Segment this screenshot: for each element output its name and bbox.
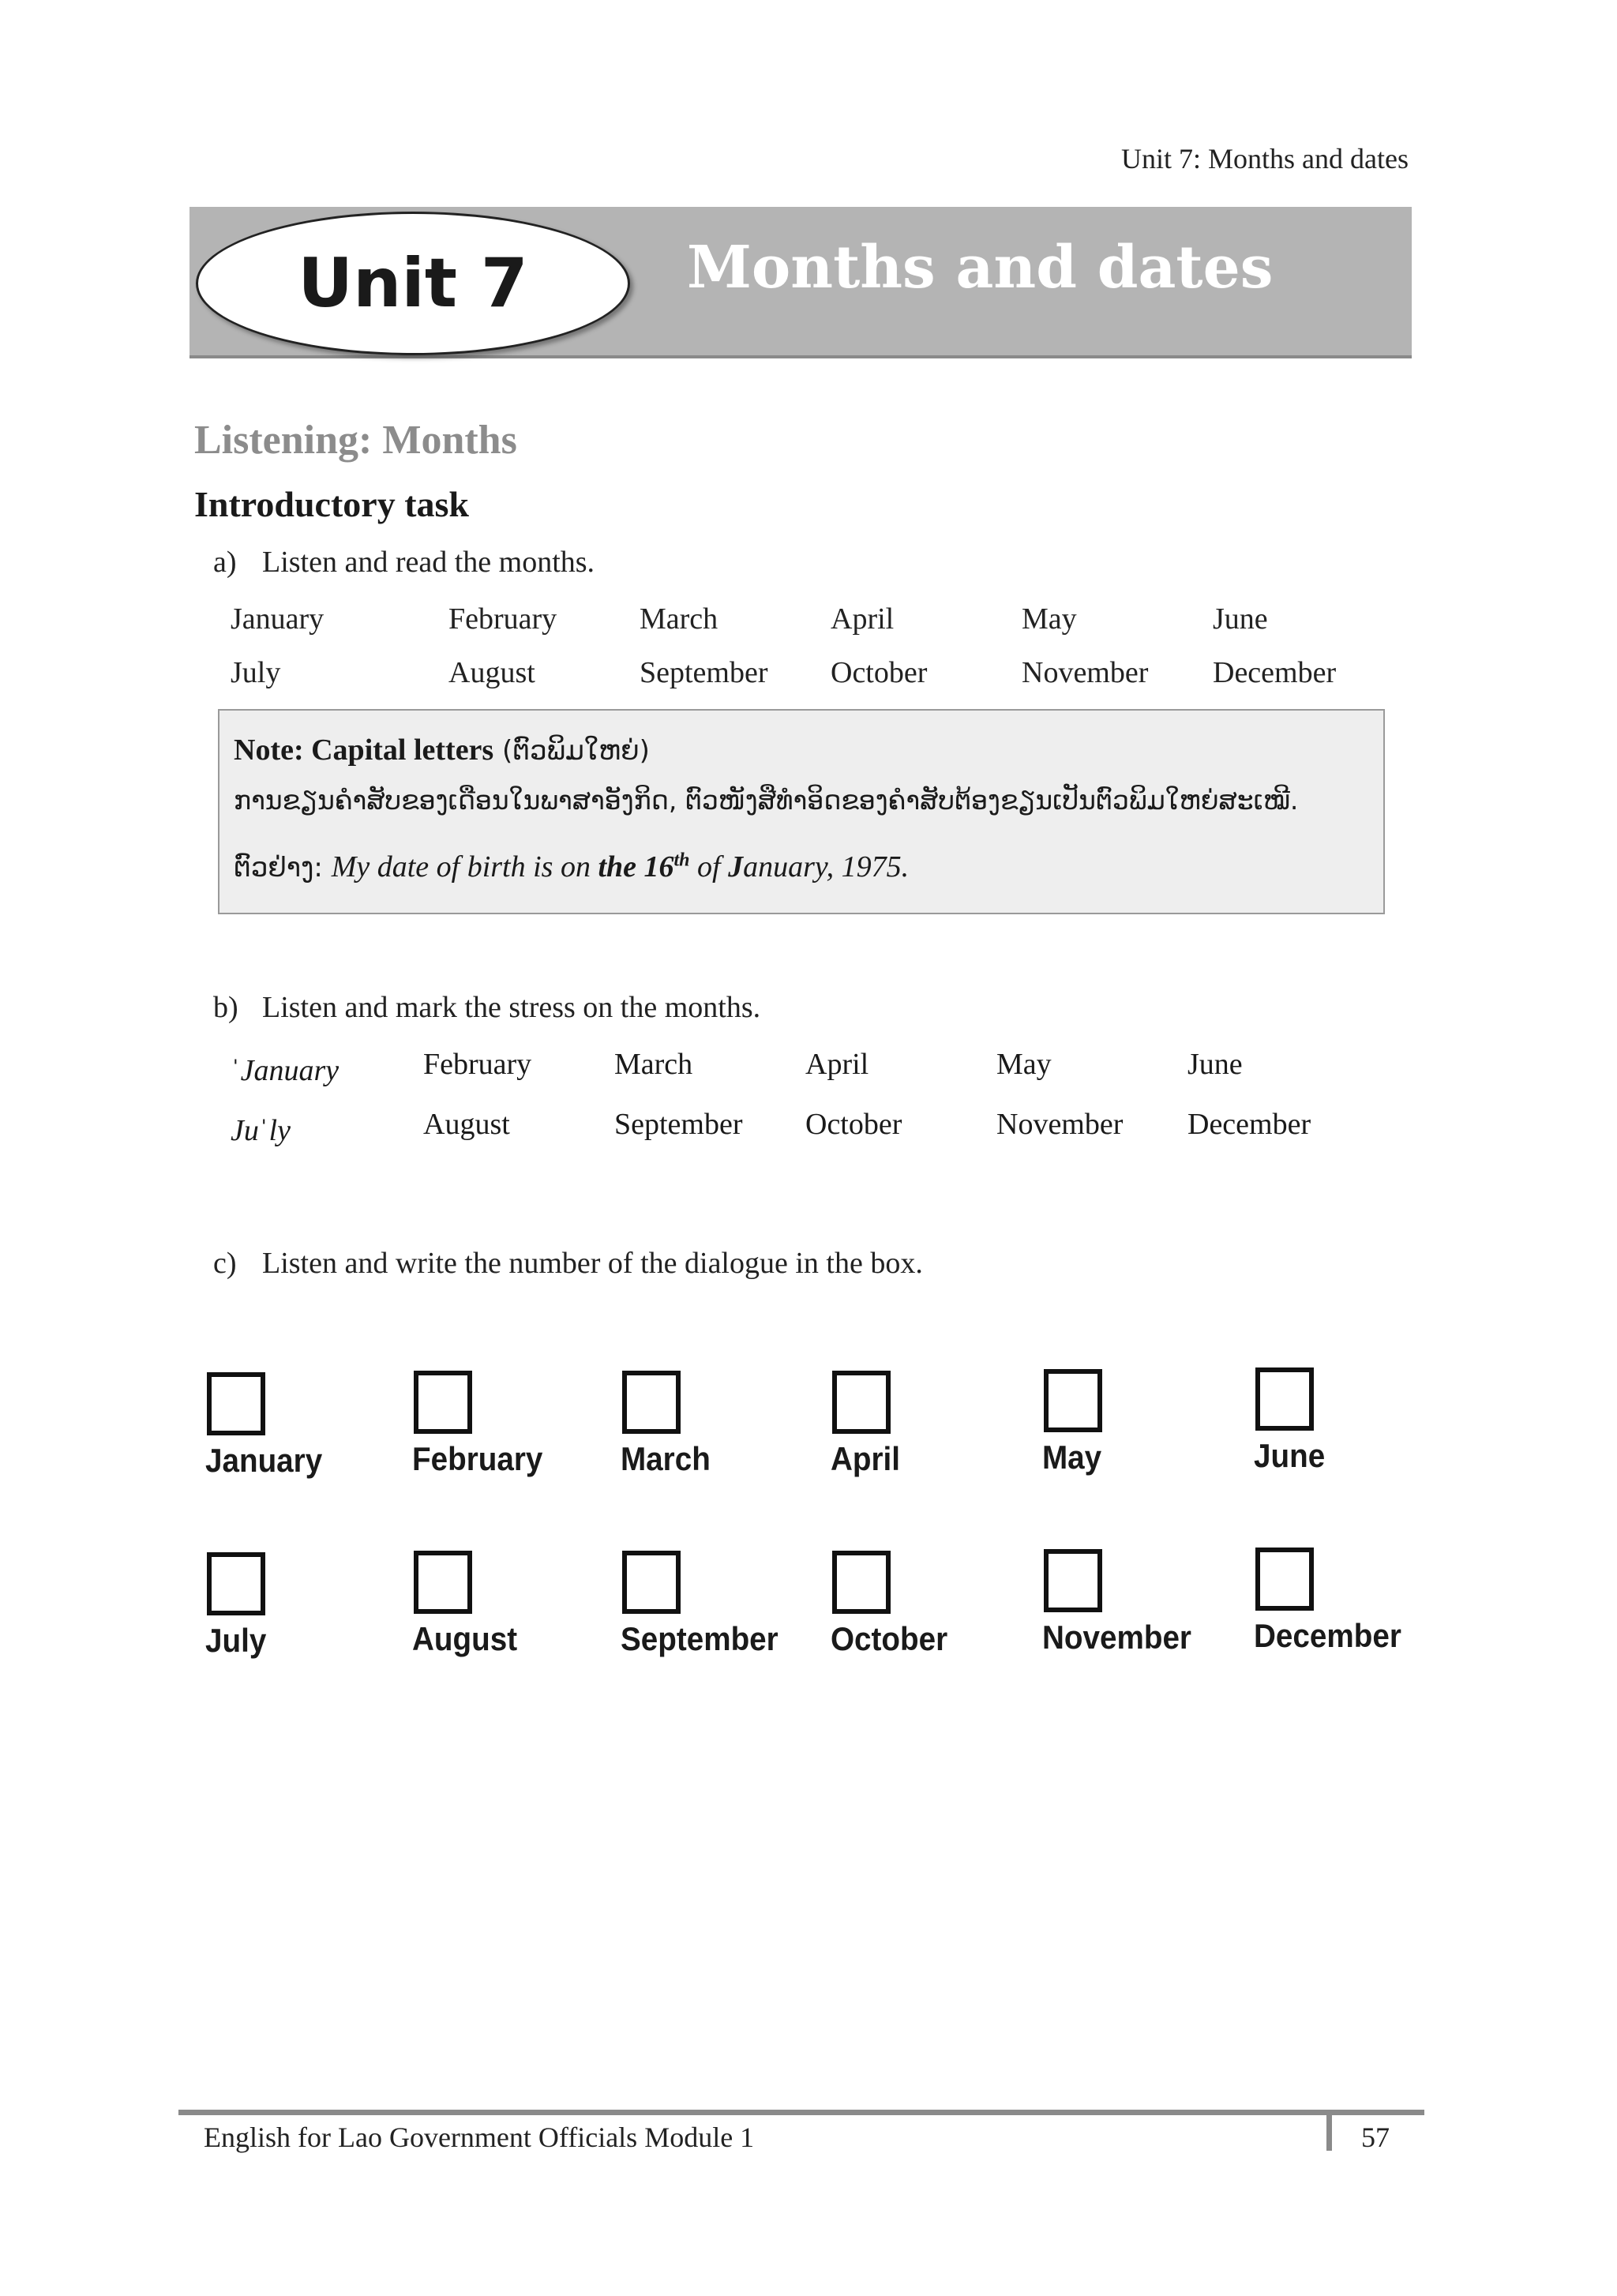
task-b-instruction	[213, 990, 760, 1025]
note-heading-lao: (ຕົວພິມໃຫຍ່)	[493, 735, 650, 767]
task-a-text: Listen and read the months.	[262, 546, 595, 579]
task-a-row-1	[0, 602, 1617, 641]
month-word: January	[231, 602, 325, 636]
answer-box[interactable]	[622, 1551, 681, 1614]
answer-box[interactable]	[207, 1372, 265, 1435]
task-c-text: Listen and write the number of the dialogue in the box.	[262, 1247, 923, 1280]
answer-box[interactable]	[1044, 1549, 1102, 1612]
task-a-letter: a)	[213, 546, 237, 579]
unit-title: Months and dates	[687, 234, 1274, 302]
footer-divider	[1326, 2110, 1332, 2151]
answer-box-label: August	[412, 1620, 518, 1657]
stress-word: May	[996, 1048, 1052, 1081]
task-a-row-2	[0, 655, 1617, 695]
footer-rule	[178, 2110, 1424, 2115]
answer-box-label: February	[412, 1440, 543, 1477]
task-b-row-1	[0, 1047, 1617, 1091]
answer-box[interactable]	[622, 1371, 681, 1434]
month-word: September	[640, 656, 768, 689]
stress-word: February	[423, 1048, 532, 1081]
answer-box[interactable]	[207, 1552, 265, 1615]
answer-box-label: January	[205, 1442, 323, 1479]
task-b-row-2	[0, 1107, 1617, 1151]
note-heading: Note: Capital letters	[234, 733, 494, 767]
answer-box-label: December	[1254, 1617, 1401, 1654]
example-label: ຕົວຢ່າງ:	[234, 852, 332, 884]
stress-word: ˈJanuary	[231, 1054, 340, 1087]
note-example	[234, 850, 909, 884]
answer-box[interactable]	[832, 1551, 891, 1614]
running-head: Unit 7: Months and dates	[1121, 143, 1409, 174]
stress-word: Juˈly	[231, 1114, 291, 1147]
answer-box-label: October	[831, 1620, 948, 1657]
month-word: November	[1022, 656, 1149, 689]
answer-box[interactable]	[832, 1371, 891, 1434]
unit-oval	[196, 212, 630, 355]
month-word: May	[1022, 602, 1077, 636]
month-word: July	[231, 656, 281, 689]
stress-word: June	[1187, 1048, 1243, 1081]
note-body: ການຂຽນຄຳສັບຂອງເດືອນໃນພາສາອັງກິດ, ຕົວໜັງສືທຳອິດຂອງຄຳສັບຕ້ອງຂຽນເປັນຕົວພິມໃຫຍ່ສະເໝີ.	[234, 785, 1299, 816]
unit-number: Unit 7	[298, 244, 528, 323]
stress-word: August	[423, 1108, 510, 1141]
stress-word: March	[614, 1048, 693, 1081]
answer-box[interactable]	[414, 1551, 472, 1614]
sub-title: Introductory task	[194, 484, 470, 524]
month-word: October	[831, 656, 928, 689]
answer-box-label: September	[621, 1620, 778, 1657]
answer-box-label: May	[1042, 1439, 1102, 1476]
answer-box-label: July	[205, 1622, 267, 1659]
footer-text: English for Lao Government Officials Module 1	[204, 2122, 755, 2153]
task-b-letter: b)	[213, 991, 238, 1024]
task-c-letter: c)	[213, 1247, 237, 1280]
stress-word: April	[805, 1048, 869, 1081]
stress-word: November	[996, 1108, 1124, 1141]
note-box	[218, 709, 1385, 914]
answer-box[interactable]	[1044, 1369, 1102, 1432]
example-capital-j: J	[728, 850, 744, 884]
answer-box[interactable]	[414, 1371, 472, 1434]
stress-word: December	[1187, 1108, 1311, 1141]
month-word: April	[831, 602, 895, 636]
month-word: June	[1213, 602, 1268, 636]
answer-box-label: June	[1254, 1437, 1326, 1474]
page-number: 57	[1361, 2122, 1390, 2153]
example-sup: th	[673, 850, 690, 871]
example-post: anuary, 1975.	[743, 850, 910, 884]
section-title: Listening: Months	[194, 418, 517, 463]
task-c-instruction	[213, 1246, 923, 1281]
answer-box-label: April	[831, 1440, 901, 1477]
answer-box-label: November	[1042, 1619, 1191, 1656]
task-b-text: Listen and mark the stress on the months.	[262, 991, 761, 1024]
month-word: March	[640, 602, 718, 636]
example-bold: the 16	[598, 850, 674, 884]
stress-word: September	[614, 1108, 743, 1141]
note-heading-line	[234, 733, 650, 767]
month-word: February	[448, 602, 557, 636]
example-of: of	[689, 850, 729, 884]
answer-box-label: March	[621, 1440, 711, 1477]
month-word: December	[1213, 656, 1337, 689]
example-pre: My date of birth is on	[331, 850, 598, 884]
month-word: August	[448, 656, 535, 689]
answer-box[interactable]	[1255, 1367, 1314, 1431]
answer-box[interactable]	[1255, 1548, 1314, 1611]
task-a-instruction	[213, 545, 595, 580]
stress-word: October	[805, 1108, 902, 1141]
